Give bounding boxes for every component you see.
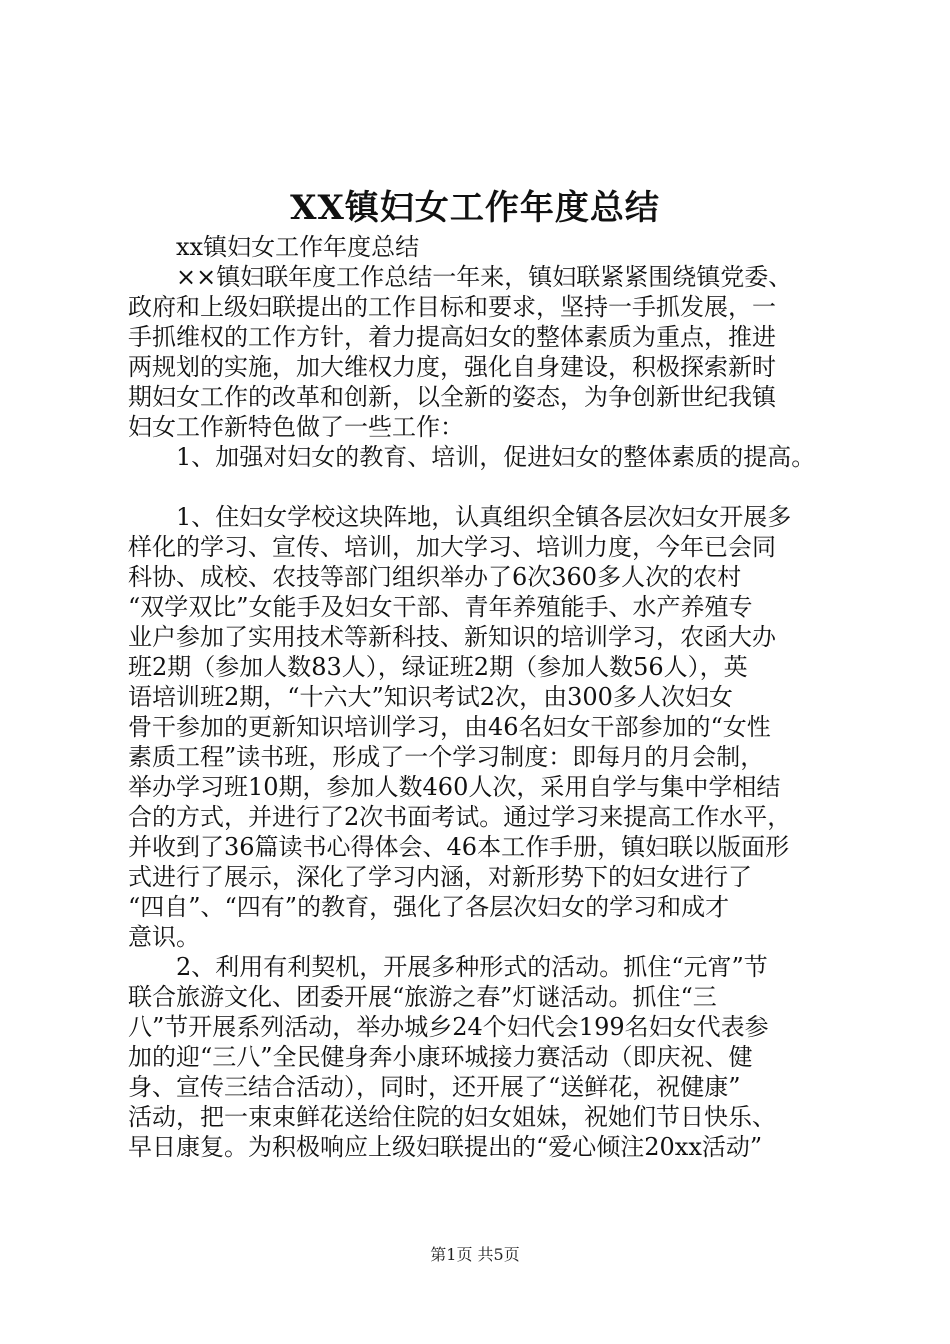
- paragraph-line: 并收到了36篇读书心得体会、46本工作手册，镇妇联以版面形: [128, 833, 790, 861]
- paragraph-line: 班2期（参加人数83人），绿证班2期（参加人数56人），英: [128, 653, 748, 681]
- document-body: [128, 232, 858, 1162]
- paragraph-line: 举办学习班10期，参加人数460人次，采用自学与集中学相结: [128, 773, 781, 801]
- paragraph-line: 式进行了展示，深化了学习内涵，对新形势下的妇女进行了: [128, 863, 752, 891]
- paragraph-line: 联合旅游文化、团委开展“旅游之春”灯谜活动。抓住“三: [128, 983, 717, 1011]
- paragraph-line: 两规划的实施，加大维权力度，强化自身建设，积极探索新时: [128, 353, 776, 381]
- paragraph-line: “双学双比”女能手及妇女干部、青年养殖能手、水产养殖专: [128, 593, 753, 621]
- document-title: XX镇妇女工作年度总结: [290, 188, 660, 228]
- paragraph-line: 科协、成校、农技等部门组织举办了6次360多人次的农村: [128, 563, 742, 591]
- paragraph-line: 业户参加了实用技术等新科技、新知识的培训学习，农函大办: [128, 623, 776, 651]
- paragraph-line: 妇女工作新特色做了一些工作：: [128, 413, 464, 441]
- paragraph-line: “四自”、“四有”的教育，强化了各层次妇女的学习和成才: [128, 893, 730, 921]
- paragraph-line: 手抓维权的工作方针，着力提高妇女的整体素质为重点，推进: [128, 323, 776, 351]
- paragraph-line: 加的迎“三八”全民健身奔小康环城接力赛活动（即庆祝、健: [128, 1043, 753, 1071]
- paragraph-line: 1、住妇女学校这块阵地，认真组织全镇各层次妇女开展多: [176, 503, 792, 531]
- paragraph-line: 期妇女工作的改革和创新，以全新的姿态，为争创新世纪我镇: [128, 383, 776, 411]
- section-heading-line: 1、加强对妇女的教育、培训，促进妇女的整体素质的提高。: [176, 443, 816, 471]
- paragraph-line: 意识。: [128, 923, 200, 951]
- paragraph-line: 语培训班2期，“十六大”知识考试2次，由300多人次妇女: [128, 683, 733, 711]
- paragraph-line: ××镇妇联年度工作总结一年来，镇妇联紧紧围绕镇党委、: [176, 263, 793, 291]
- paragraph-line: 样化的学习、宣传、培训，加大学习、培训力度，今年已会同: [128, 533, 776, 561]
- blank-line: [128, 472, 858, 502]
- page-number-footer: 第1页 共5页: [430, 1245, 520, 1264]
- paragraph-line: 身、宣传三结合活动），同时，还开展了“送鲜花，祝健康”: [128, 1073, 741, 1101]
- paragraph-line: 2、利用有利契机，开展多种形式的活动。抓住“元宵”节: [176, 953, 768, 981]
- paragraph-line: 早日康复。为积极响应上级妇联提出的“爱心倾注20xx活动”: [128, 1133, 763, 1161]
- paragraph-line: 骨干参加的更新知识培训学习，由46名妇女干部参加的“女性: [128, 713, 771, 741]
- paragraph-line: 政府和上级妇联提出的工作目标和要求，坚持一手抓发展，一: [128, 293, 776, 321]
- subtitle-line: xx镇妇女工作年度总结: [176, 233, 420, 261]
- paragraph-line: 合的方式，并进行了2次书面考试。通过学习来提高工作水平，: [128, 803, 792, 831]
- paragraph-line: 活动，把一束束鲜花送给住院的妇女姐妹，祝她们节日快乐、: [128, 1103, 776, 1131]
- paragraph-line: 素质工程”读书班，形成了一个学习制度：即每月的月会制，: [128, 743, 765, 771]
- paragraph-line: 八”节开展系列活动，举办城乡24个妇代会199名妇女代表参: [128, 1013, 769, 1041]
